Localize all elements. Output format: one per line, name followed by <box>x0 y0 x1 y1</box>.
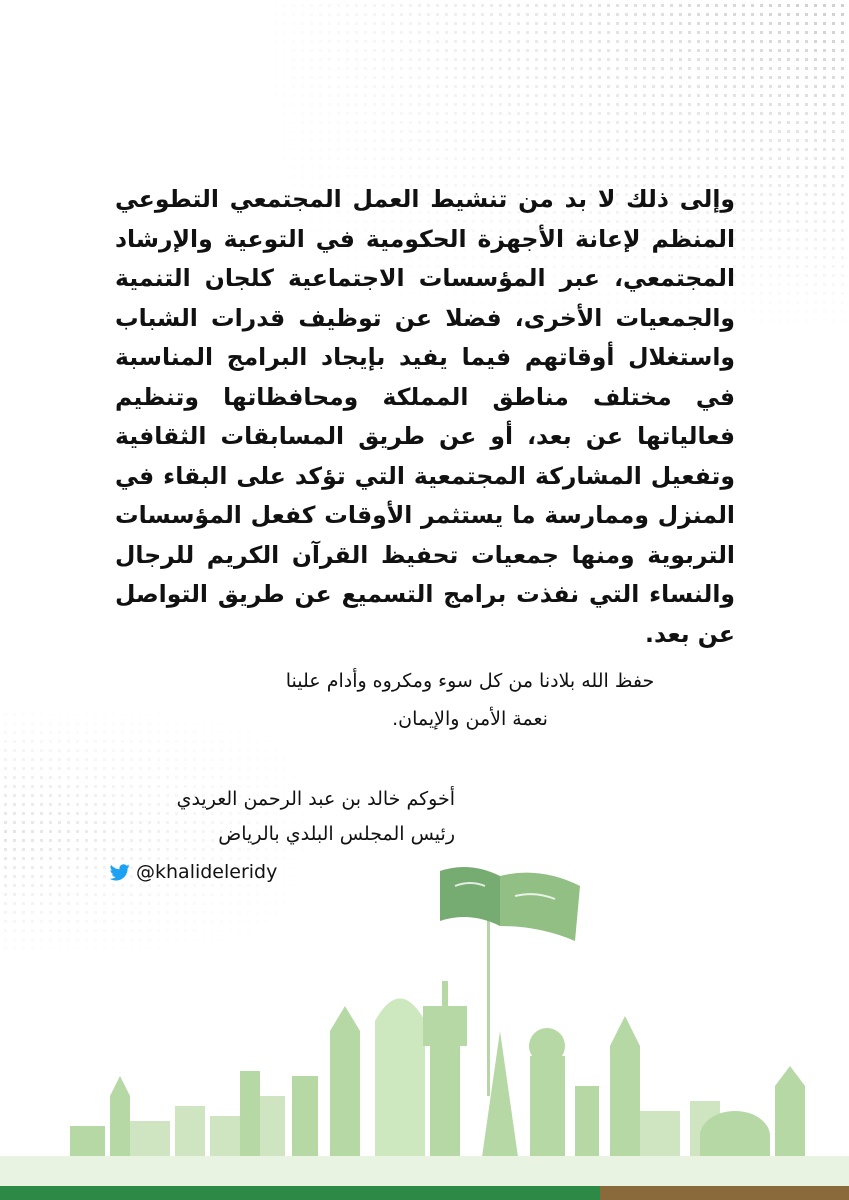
closing-line-1: حفظ الله بلادنا من كل سوء ومكروه وأدام علينا <box>285 670 655 692</box>
closing-prayer <box>280 662 660 738</box>
signature-block <box>95 782 455 852</box>
body-paragraph: وإلى ذلك لا بد من تنشيط العمل المجتمعي التطوعي المنظم لإعانة الأجهزة الحكومية في التوعية والإرشاد المجتمعي، عبر المؤسسات الاجتماعية كلجان التنمية والجمعيات الأخرى، فضلا عن توظيف قدرات الشباب واستغلال أوقاتهم فيما يفيد بإيجاد البرامج المناسبة في مختلف مناطق المملكة ومحافظاتها وتنظيم فعالياتها عن بعد، أو عن طريق المسابقات الثقافية وتفعيل المشاركة المجتمعية التي تؤكد على البقاء في المنزل وممارسة ما يستثمر الأوقات كفعل المؤسسات التربوية ومنها جمعيات تحفيظ القرآن الكريم للرجال والنساء التي نفذت برامج التسميع عن طريق التواصل عن بعد. <box>115 185 735 648</box>
footer-bar-brown <box>600 1186 849 1200</box>
footer-bar-green <box>0 1186 600 1200</box>
riyadh-skyline-illustration <box>0 856 849 1186</box>
twitter-handle-text: @khalideleridy <box>136 861 278 883</box>
signature-title: رئيس المجلس البلدي بالرياض <box>218 823 455 845</box>
closing-line-2: نعمة الأمن والإيمان. <box>392 708 548 730</box>
signature-name: أخوكم خالد بن عبد الرحمن العريدي <box>176 788 455 810</box>
